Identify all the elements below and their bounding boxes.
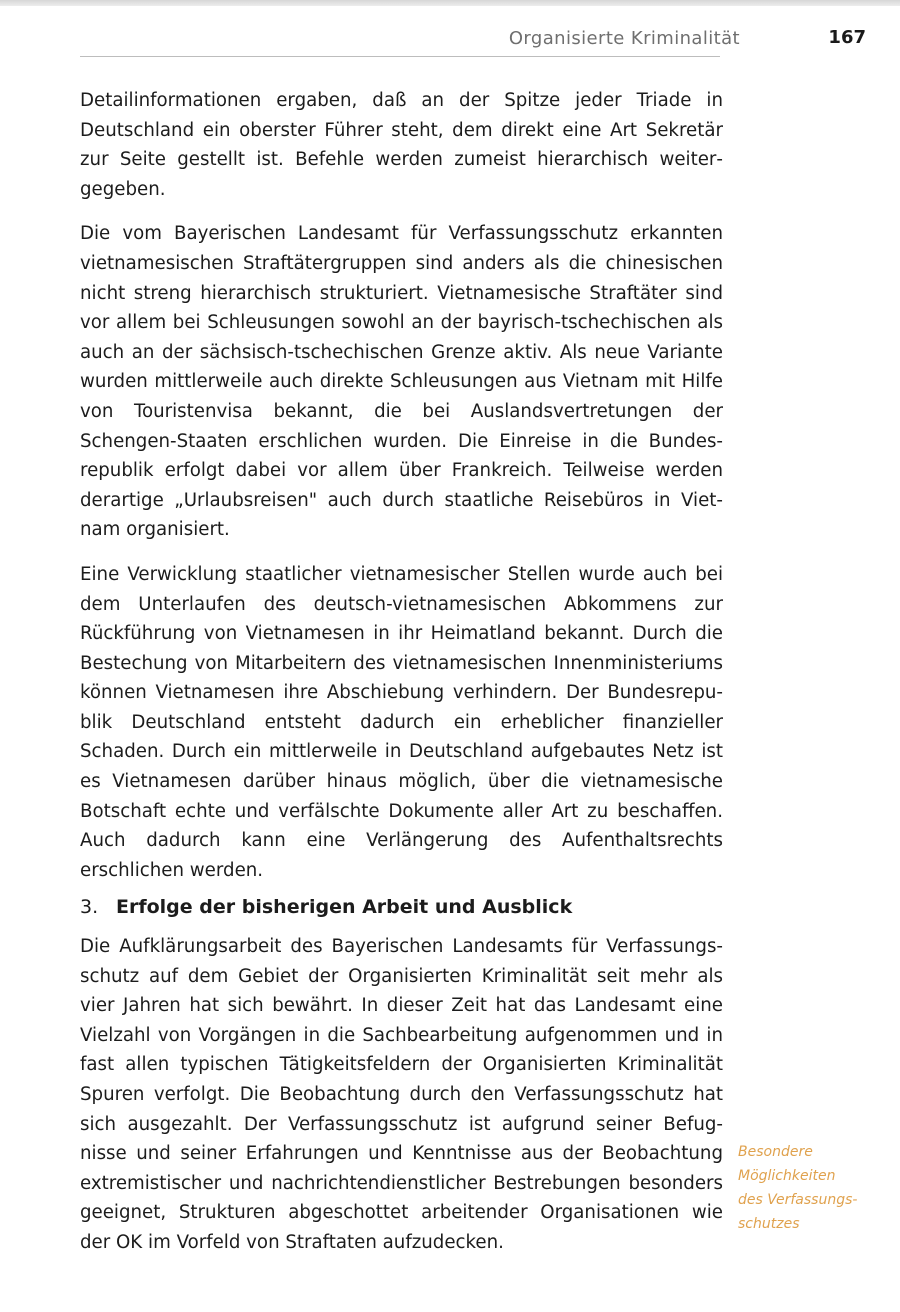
section-title: Erfolge der bisherigen Arbeit und Ausblick <box>116 896 573 918</box>
header-divider <box>80 56 720 57</box>
running-title: Organisierte Kriminalität <box>508 28 740 49</box>
section-number: 3. <box>80 896 99 918</box>
margin-note <box>738 1140 888 1236</box>
running-header <box>80 28 880 54</box>
section-heading <box>80 894 720 920</box>
page-number: 167 <box>828 27 866 48</box>
margin-note-line: schutzes <box>738 1216 800 1232</box>
body-text-part1 <box>80 86 723 900</box>
margin-note-line: Möglichkeiten <box>738 1168 836 1184</box>
page-top-edge <box>0 0 900 6</box>
paragraph-state-involvement: Eine Verwicklung staatlicher vietnamesischer Stellen wurde auch bei dem Unterlaufen des deutsch-vietnamesischen Abkommens zur Rückführung von Vietnamesen in ihr Heimatland bekannt. Durch die Bestechung von Mitarbeitern des vietnamesischen Innenministeriums können Vietnamesen ihre Abschiebung verhindern. Der Bundesrepublik Deutschland entsteht dadurch ein erheblicher finanzieller Schaden. Durch ein mittlerweile in Deutschland aufgebautes Netz ist es Vietnamesen darüber hinaus möglich, über die vietnamesische Botschaft echte und verfälschte Dokumente aller Art zu beschaffen. Auch dadurch kann eine Verlängerung des Aufenthaltsrechts erschlichen werden. <box>80 563 723 881</box>
margin-note-line: des Verfassungs- <box>738 1192 858 1208</box>
body-text-part2 <box>80 932 723 1273</box>
paragraph-triade: Detailinformationen ergaben, daß an der Spitze jeder Triade in Deutschland ein oberster Führer steht, dem direkt eine Art Sekretär zur Seite gestellt ist. Befehle werden zumeist hierarchisch weitergegeben. <box>80 90 723 200</box>
paragraph-results: Die Aufklärungsarbeit des Bayerischen Landesamts für Verfassungsschutz auf dem Gebiet der Organisierten Kriminalität seit mehr als vier Jahren hat sich bewährt. In dieser Zeit hat das Landesamt eine Vielzahl von Vorgängen in die Sachbearbeitung aufgenommen und in fast allen typischen Tätigkeitsfeldern der Organisierten Kriminalität Spuren verfolgt. Die Beobachtung durch den Verfassungsschutz hat sich ausgezahlt. Der Verfassungsschutz ist aufgrund seiner Befugnisse und seiner Erfahrungen und Kenntnisse aus der Beobachtung extremistischer und nachrichtendienstlicher Bestrebungen besonders geeignet, Strukturen abgeschottet arbeitender Organisationen wie der OK im Vorfeld von Straftaten aufzudecken. <box>80 936 723 1253</box>
paragraph-vietnamese-groups: Die vom Bayerischen Landesamt für Verfassungsschutz erkannten vietnamesischen Straftätergruppen sind anders als die chinesischen nicht streng hierarchisch strukturiert. Vietnamesische Straftäter sind vor allem bei Schleusungen sowohl an der bayrisch-tschechischen als auch an der sächsisch-tschechischen Grenze aktiv. Als neue Variante wurden mittlerweile auch direkte Schleusungen aus Vietnam mit Hilfe von Touristenvisa bekannt, die bei Auslandsvertretungen der Schengen-Staaten erschlichen wurden. Die Einreise in die Bundesrepublik erfolgt dabei vor allem über Frankreich. Teilweise werden derartige „Urlaubsreisen" auch durch staatliche Reisebüros in Vietnam organisiert. <box>80 223 723 541</box>
margin-note-line: Besondere <box>738 1144 813 1160</box>
